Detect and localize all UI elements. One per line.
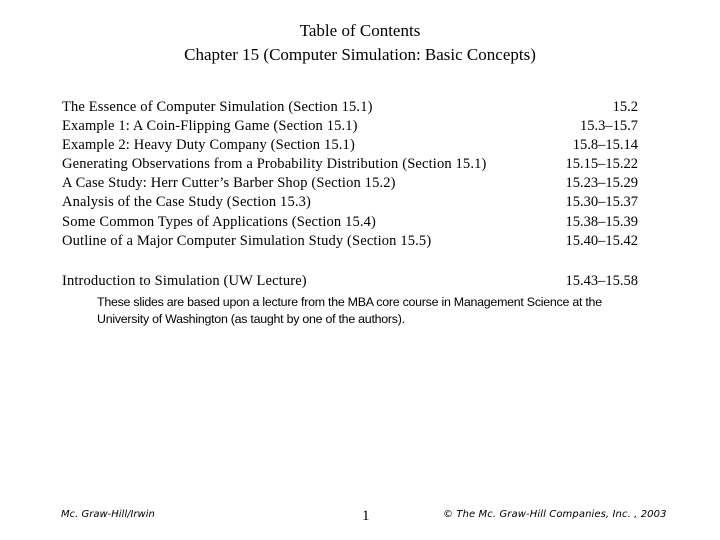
copyright-footer: © The Mc. Graw-Hill Companies, Inc. , 2003 [443,509,667,520]
toc-entry-title: A Case Study: Herr Cutter’s Barber Shop (Section 15.2) [62,175,396,192]
toc-entry-pages: 15.2 [612,99,638,115]
lecture-title: Introduction to Simulation (UW Lecture) [62,273,307,289]
toc-entry-title: Analysis of the Case Study (Section 15.3) [62,194,311,211]
toc-entry-pages: 15.23–15.29 [565,175,638,192]
toc-entry-title: The Essence of Computer Simulation (Section 15.1) [62,99,373,115]
toc-heading: Table of Contents [299,21,421,40]
toc-entry [62,117,638,136]
toc-entry-title: Some Common Types of Applications (Section 15.4) [62,213,377,230]
toc-entry-pages: 15.8–15.14 [572,137,638,154]
lecture-note: These slides are based upon a lecture from the MBA core course in Management Science at the University of Washington (as taught by one of the authors). [97,295,602,326]
chapter-title: Chapter 15 (Computer Simulation: Basic Concepts) [184,45,536,64]
toc-entry [62,98,638,117]
toc-entry-title: Example 1: A Coin-Flipping Game (Section 15.1) [62,118,358,135]
toc-entry [62,136,638,155]
toc-entry-title: Example 2: Heavy Duty Company (Section 15.1) [62,137,355,154]
toc-list [62,98,638,251]
toc-entry [62,213,638,232]
toc-entry [62,232,638,251]
toc-entry [62,174,638,193]
toc-entry-title: Generating Observations from a Probability Distribution (Section 15.1) [62,156,487,173]
publisher-footer: Mc. Graw-Hill/Irwin [61,509,155,520]
page-number: 1 [362,508,370,524]
toc-entry-pages: 15.40–15.42 [565,232,638,249]
toc-entry [62,271,638,291]
toc-entry-pages: 15.30–15.37 [565,194,638,211]
toc-entry-pages: 15.38–15.39 [565,213,638,230]
lecture-entry [62,271,638,291]
toc-entry [62,193,638,212]
toc-entry-title: Outline of a Major Computer Simulation Study (Section 15.5) [62,232,432,249]
toc-entry-pages: 15.15–15.22 [565,156,638,173]
lecture-pages: 15.43–15.58 [565,273,638,289]
toc-entry [62,155,638,174]
toc-entry-pages: 15.3–15.7 [580,118,638,135]
